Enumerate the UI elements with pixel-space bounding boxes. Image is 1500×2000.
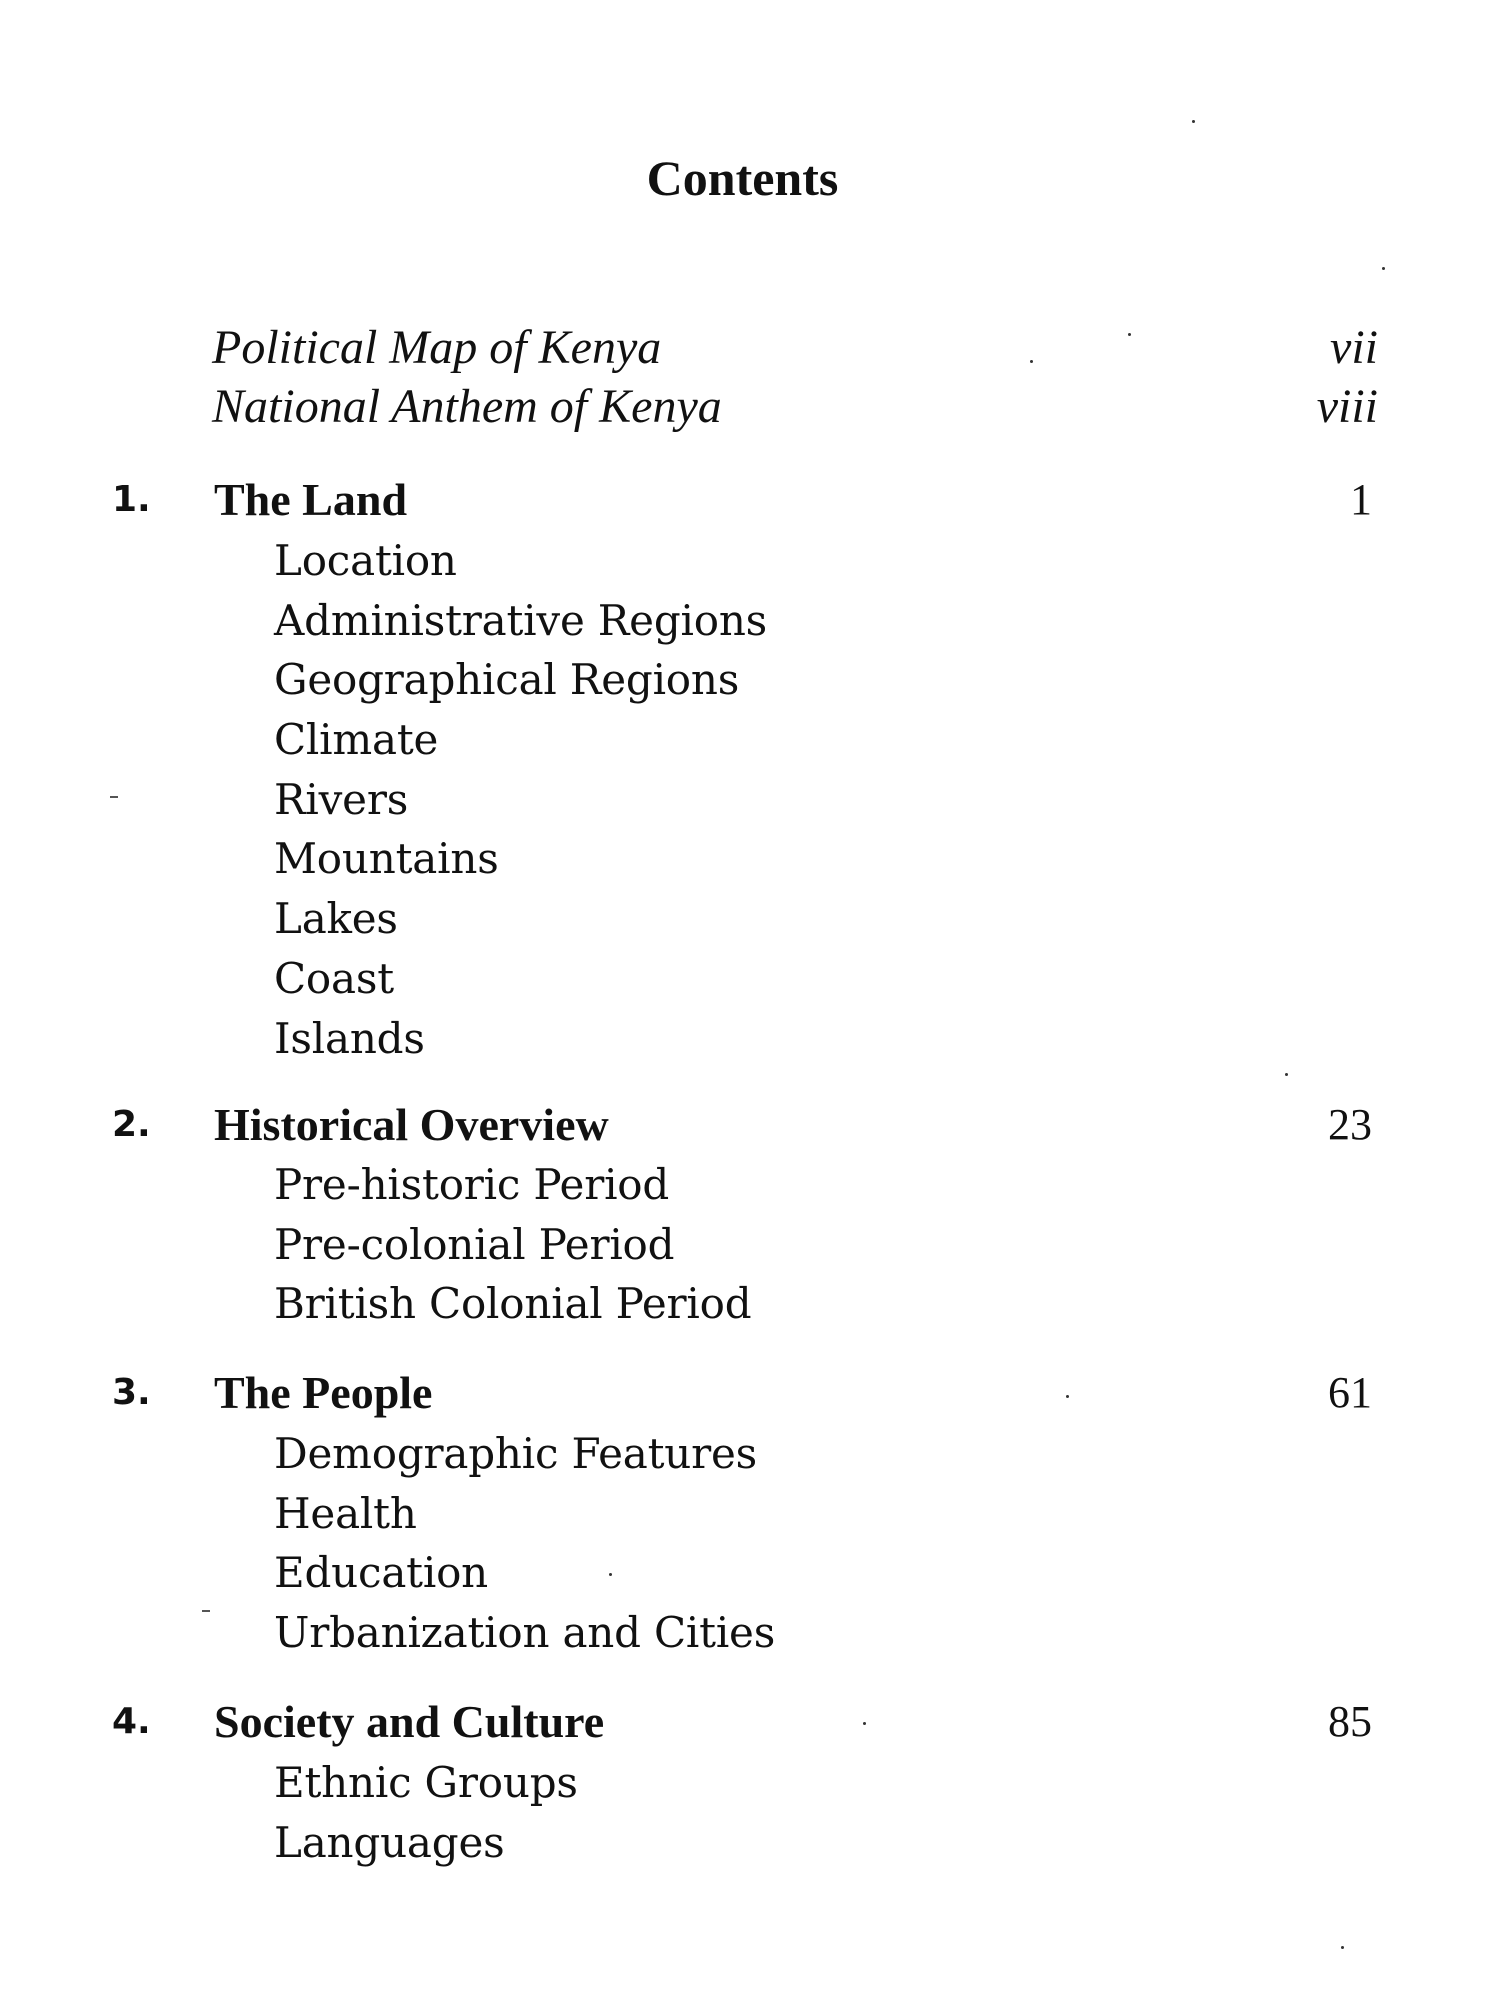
scan-speck <box>1382 267 1385 270</box>
scan-speck <box>863 1722 866 1725</box>
section-item: Health <box>274 1489 417 1538</box>
scan-speck <box>1066 1395 1069 1398</box>
chapter-title: The Land <box>214 474 408 525</box>
front-matter-page: viii <box>1316 380 1378 433</box>
section-item: Pre-historic Period <box>274 1160 670 1209</box>
section-item: Islands <box>274 1014 425 1063</box>
section-item: Demographic Features <box>274 1429 758 1478</box>
scan-speck <box>1341 1946 1344 1949</box>
section-item: Pre-colonial Period <box>274 1220 675 1269</box>
section-item: Coast <box>274 954 394 1003</box>
section-item: Administrative Regions <box>274 596 768 645</box>
scan-speck <box>1030 360 1033 363</box>
section-item: Ethnic Groups <box>274 1758 578 1807</box>
section-item: British Colonial Period <box>274 1279 752 1328</box>
chapter-page-number: 85 <box>1328 1697 1372 1746</box>
chapter-number: 3. <box>112 1372 151 1413</box>
section-item: Mountains <box>274 834 499 883</box>
front-matter-page: vii <box>1330 321 1378 374</box>
chapter-page-number: 61 <box>1328 1368 1372 1417</box>
section-item: Climate <box>274 715 439 764</box>
section-item: Rivers <box>274 775 409 824</box>
chapter-title: The People <box>214 1367 433 1418</box>
section-item: Geographical Regions <box>274 655 740 704</box>
section-item: Lakes <box>274 894 398 943</box>
front-matter-title: National Anthem of Kenya <box>212 380 722 433</box>
scan-speck <box>609 1573 612 1576</box>
page-title: Contents <box>646 150 839 206</box>
chapter-page-number: 1 <box>1350 475 1372 524</box>
section-item: Location <box>274 536 457 585</box>
section-item: Languages <box>274 1818 505 1867</box>
chapter-number: 4. <box>112 1701 151 1742</box>
scan-speck <box>1128 333 1131 336</box>
chapter-title: Society and Culture <box>214 1696 605 1747</box>
section-item: Urbanization and Cities <box>274 1608 776 1657</box>
chapter-title: Historical Overview <box>214 1099 609 1150</box>
scan-mark <box>110 796 118 798</box>
section-item: Education <box>274 1548 489 1597</box>
front-matter-title: Political Map of Kenya <box>212 321 662 374</box>
scan-mark <box>202 1610 210 1612</box>
scan-speck <box>1192 120 1195 123</box>
chapter-page-number: 23 <box>1328 1100 1372 1149</box>
chapter-number: 2. <box>112 1104 151 1145</box>
scan-speck <box>1285 1073 1288 1076</box>
chapter-number: 1. <box>112 479 151 520</box>
